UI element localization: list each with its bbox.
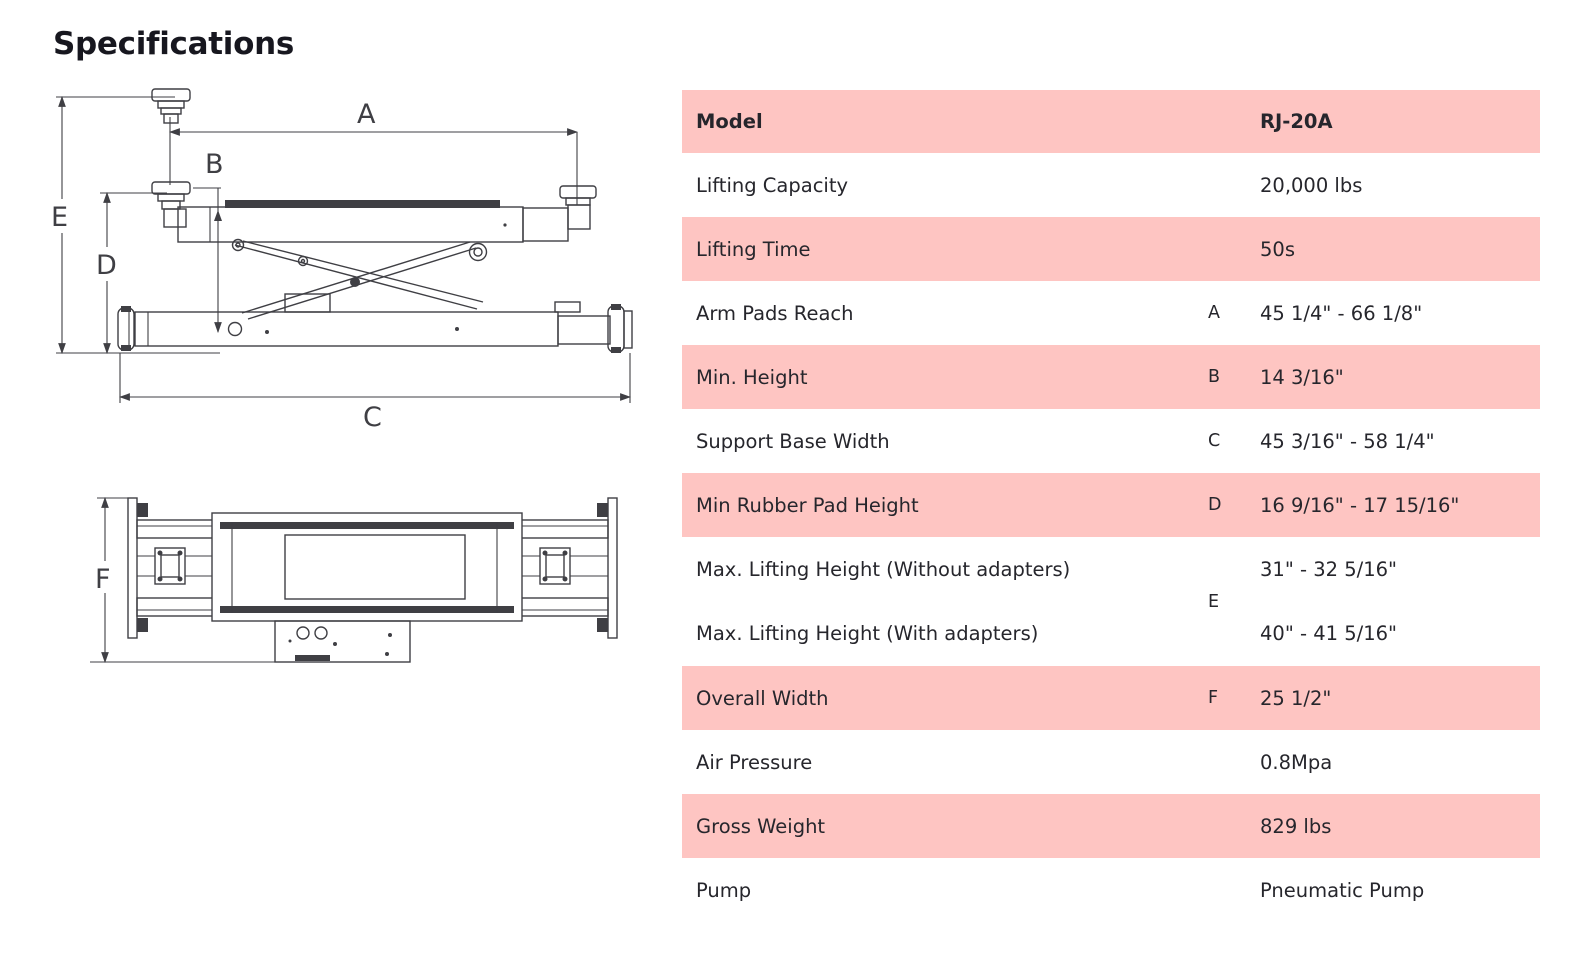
spec-letter: C	[1208, 431, 1221, 451]
spec-label: Min Rubber Pad Height	[696, 493, 919, 517]
left-end-bracket	[128, 498, 148, 638]
platform	[178, 200, 568, 242]
top-adapter	[152, 89, 190, 123]
spec-letter: D	[1208, 495, 1222, 515]
table-row-model	[682, 90, 1540, 153]
base-rail	[118, 294, 632, 353]
spec-label: Min. Height	[696, 365, 808, 389]
spec-table	[682, 90, 1540, 922]
table-row-air-pressure	[682, 730, 1540, 794]
max-lifting-height-values	[1260, 537, 1540, 666]
spec-letter: A	[1208, 303, 1220, 323]
spec-label: Support Base Width	[696, 429, 890, 453]
page-title: Specifications	[53, 26, 295, 62]
spec-label: Air Pressure	[696, 750, 813, 774]
spec-value: Pneumatic Pump	[1260, 878, 1425, 902]
table-row-lifting-capacity	[682, 153, 1540, 217]
table-row-pump	[682, 858, 1540, 922]
spec-letter: F	[1208, 688, 1219, 708]
spec-label: Lifting Capacity	[696, 173, 849, 197]
dim-label-b: B	[205, 149, 224, 180]
spec-value: 50s	[1260, 237, 1295, 261]
right-end-bracket	[597, 498, 617, 638]
table-row-min-height	[682, 345, 1540, 409]
spec-label: Model	[696, 110, 763, 133]
table-row-arm-pads-reach	[682, 281, 1540, 345]
scissor-mechanism	[233, 240, 487, 320]
spec-letter: B	[1208, 367, 1221, 387]
spec-value: 31" - 32 5/16"	[1260, 557, 1397, 581]
jack-top-view-diagram	[85, 458, 635, 703]
dim-label-d: D	[96, 250, 117, 281]
spec-value: 14 3/16"	[1260, 365, 1344, 389]
spec-value: 25 1/2"	[1260, 686, 1332, 710]
dimension-c	[120, 353, 630, 430]
dim-label-c: C	[363, 402, 382, 430]
spec-label: Max. Lifting Height (Without adapters)	[696, 557, 1071, 581]
left-square-adapter	[137, 548, 212, 584]
spec-value: 40" - 41 5/16"	[1260, 622, 1397, 646]
table-row-overall-width	[682, 666, 1540, 730]
control-box	[275, 621, 410, 662]
table-row-min-rubber-pad-height	[682, 473, 1540, 537]
left-pad-adapter	[152, 182, 190, 227]
spec-label: Gross Weight	[696, 814, 826, 838]
dim-label-e: E	[51, 202, 69, 233]
table-row-max-lifting-height	[682, 537, 1540, 666]
dimension-b	[193, 149, 224, 332]
dimension-a	[170, 99, 577, 205]
spec-value: 20,000 lbs	[1260, 173, 1363, 197]
jack-side-view-diagram	[45, 85, 650, 430]
spec-label: Overall Width	[696, 686, 829, 710]
spec-value: 0.8Mpa	[1260, 750, 1333, 774]
dim-label-f: F	[95, 564, 111, 595]
spec-label: Max. Lifting Height (With adapters)	[696, 622, 1039, 646]
spec-value: 45 3/16" - 58 1/4"	[1260, 429, 1435, 453]
table-row-support-base-width	[682, 409, 1540, 473]
max-lifting-height-labels	[682, 537, 1208, 666]
spec-value: 45 1/4" - 66 1/8"	[1260, 301, 1423, 325]
spec-value: 829 lbs	[1260, 814, 1332, 838]
spec-letter: E	[1208, 591, 1220, 612]
table-row-lifting-time	[682, 217, 1540, 281]
spec-value: 16 9/16" - 17 15/16"	[1260, 493, 1460, 517]
table-row-gross-weight	[682, 794, 1540, 858]
right-square-adapter	[522, 548, 608, 584]
dim-label-a: A	[357, 99, 376, 130]
spec-value: RJ-20A	[1260, 110, 1333, 133]
spec-label: Pump	[696, 878, 752, 902]
spec-label: Lifting Time	[696, 237, 811, 261]
central-platform	[212, 513, 522, 621]
spec-label: Arm Pads Reach	[696, 301, 854, 325]
